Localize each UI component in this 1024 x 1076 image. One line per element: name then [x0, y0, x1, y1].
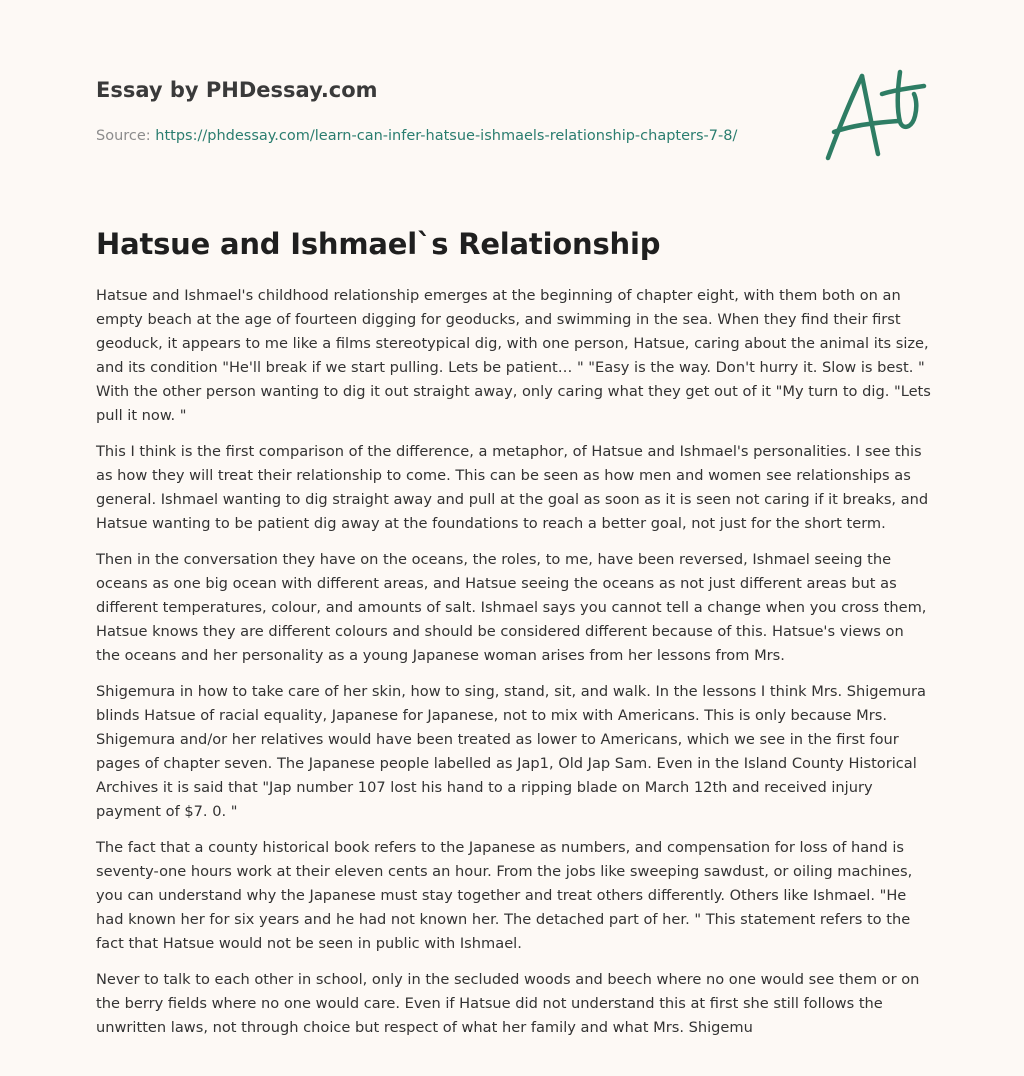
essay-paragraph: The fact that a county historical book refers to the Japanese as numbers, and compensation for loss of hand is seventy-one hours work at their eleven cents an hour. From the jobs like sweeping sawdust, or oiling machines, you can understand why the Japanese must stay together and treat others differently. Others like Ishmael. "He had known her for six years and he had not known her. The detached part of her. " This statement refers to the fact that Hatsue would not be seen in public with Ishmael.: [96, 839, 913, 952]
a-plus-logo: [820, 66, 930, 166]
article-title: Hatsue and Ishmael`s Relationship: [96, 227, 661, 261]
essay-paragraph: Never to talk to each other in school, only in the secluded woods and beech where no one would see them or on the berry fields where no one would care. Even if Hatsue did not understand this at first she still follows the unwritten laws, not through choice but respect of what her family and what Mrs. Shigemu: [96, 971, 920, 1036]
site-title: Essay by PHDessay.com: [96, 78, 378, 102]
source-line: [96, 126, 796, 146]
essay-paragraph: Shigemura in how to take care of her skin, how to sing, stand, sit, and walk. In the lessons I think Mrs. Shigemura blinds Hatsue of racial equality, Japanese for Japanese, not to mix with Americans. This is only because Mrs. Shigemura and/or her relatives would have been treated as lower to Americans, which we see in the first four pages of chapter seven. The Japanese people labelled as Jap1, Old Jap Sam. Even in the Island County Historical Archives it is said that "Jap number 107 lost his hand to a ripping blade on March 12th and received injury payment of $7. 0. ": [96, 683, 926, 820]
essay-paragraph: Hatsue and Ishmael's childhood relationship emerges at the beginning of chapter eight, with them both on an empty beach at the age of fourteen digging for geoducks, and swimming in the sea. When they find their first geoduck, it appears to me like a films stereotypical dig, with one person, Hatsue, caring about the animal its size, and its condition "He'll break if we start pulling. Lets be patient… " "Easy is the way. Don't hurry it. Slow is best. " With the other person wanting to dig it out straight away, only caring what they get out of it "My turn to dig. "Lets pull it now. ": [96, 287, 931, 424]
essay-body: [96, 284, 932, 1052]
essay-paragraph: This I think is the first comparison of the difference, a metaphor, of Hatsue and Ishmael's personalities. I see this as how they will treat their relationship to come. This can be seen as how men and women see relationships as general. Ishmael wanting to dig straight away and pull at the goal as soon as it is seen not caring if it breaks, and Hatsue wanting to be patient dig away at the foundations to reach a better goal, not just for the short term.: [96, 443, 929, 532]
source-label: Source:: [96, 128, 151, 144]
source-link[interactable]: https://phdessay.com/learn-can-infer-hatsue-ishmaels-relationship-chapters-7-8/: [155, 128, 738, 144]
essay-paragraph: Then in the conversation they have on the oceans, the roles, to me, have been reversed, Ishmael seeing the oceans as one big ocean with different areas, and Hatsue seeing the oceans as not just different areas but as different temperatures, colour, and amounts of salt. Ishmael says you cannot tell a change when you cross them, Hatsue knows they are different colours and should be considered different because of this. Hatsue's views on the oceans and her personality as a young Japanese woman arises from her lessons from Mrs.: [96, 551, 927, 664]
essay-header: [96, 75, 796, 146]
